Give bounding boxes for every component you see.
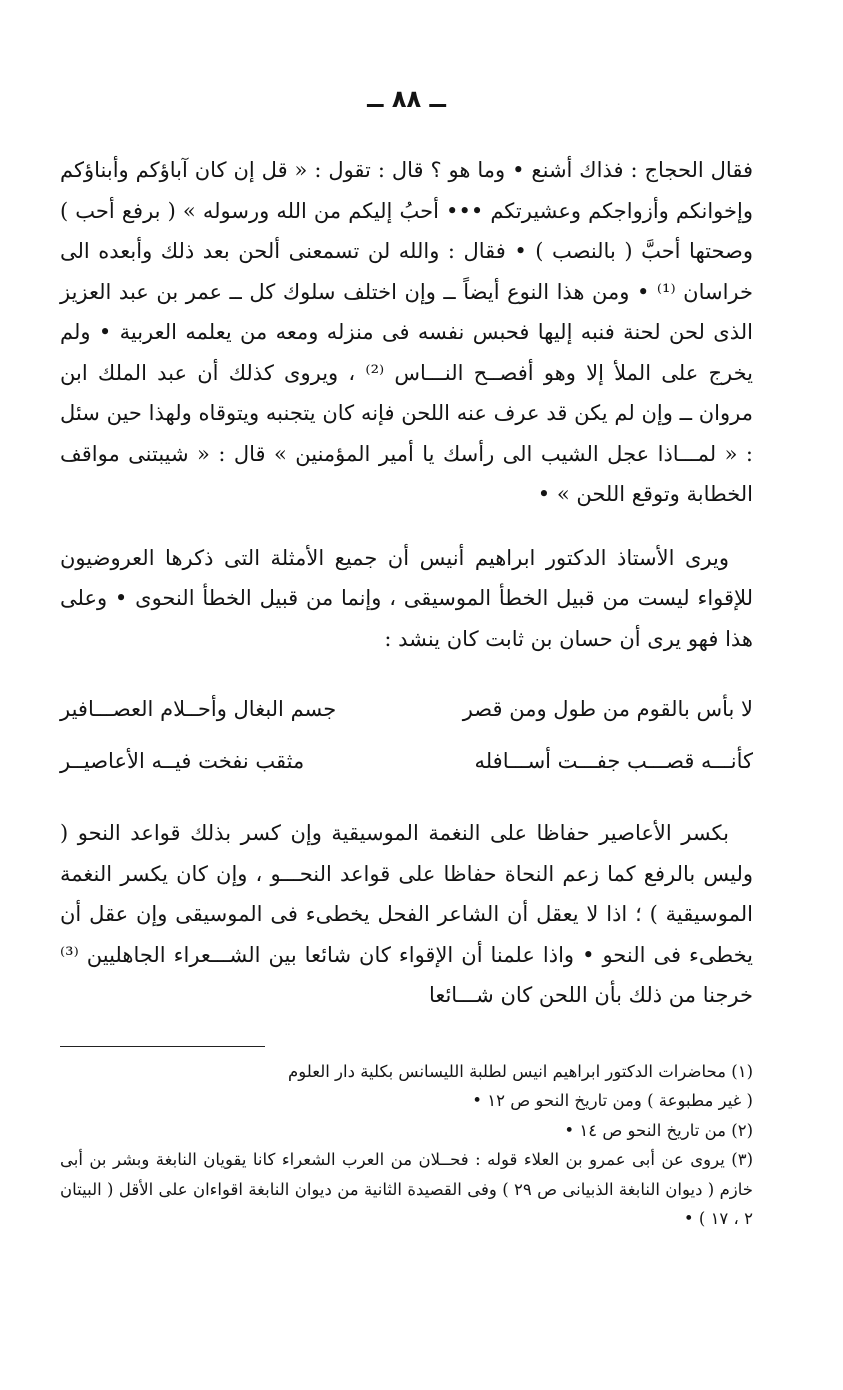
paragraph-ibrahim-anis-opinion: ويرى الأستاذ الدكتور ابراهيم أنيس أن جميع الأمثلة التى ذكرها العروضيون للإقواء ليست من قبيل الخطأ الموسيقى ، وإنما من قبيل الخطأ النحوى • وعلى هذا فهو يرى أن حسان بن ثابت كان ينشد : [60,545,753,651]
paragraph-iqwa-discussion: بكسر الأعاصير حفاظا على النغمة الموسيقية وإن كسر بذلك قواعد النحو ( وليس بالرفع كما زعم النحاة حفاظا على قواعد النحـــو ، وإن كان يكسر النغمة الموسيقية ) ؛ اذا لا يعقل أن الشاعر الفحل يخطىء فى الموسيقى وإن عقل أن يخطىء فى النحو • واذا علمنا أن الإقواء كان شائعا بين الشـــعراء الجاهليين ⁽³⁾ خرجنا من ذلك بأن اللحن كان شـــائعا [60,821,753,1007]
footnote-1: (١) محاضرات الدكتور ابراهيم انيس لطلبة الليسانس بكلية دار العلوم [288,1061,753,1081]
verse-line [60,735,753,787]
verse-first-hemistich: لا بأس بالقوم من طول ومن قصر [462,697,753,721]
verse-second-hemistich: جسم البغال وأحــلام العصـــافير [60,697,337,721]
footnote-2: (٢) من تاريخ النحو ص ١٤ • [564,1120,753,1140]
page-number: ــ ٨٨ ــ [367,85,446,113]
verse-line [60,683,753,735]
footnote-divider [60,1046,265,1047]
poem-verses [60,683,753,787]
footnote-3: (٣) يروى عن أبى عمرو بن العلاء قوله : فحــلان من العرب الشعراء كانا يقويان النابغة وبشر بن أبى خازم ( ديوان النابغة الذبيانى ص ٢٩ ) وفى القصيدة الثانية من ديوان النابغة اقواءان على الأقل ( البيتان ٢ ، ١٧ ) • [60,1150,753,1228]
footnotes [60,1057,753,1234]
footnote-1-continuation: ( غير مطبوعة ) ومن تاريخ النحو ص ١٢ • [472,1091,753,1110]
verse-second-hemistich: مثقب نفخت فيــه الأعاصيــر [60,749,305,773]
book-page [60,78,753,1358]
paragraph-hajjaj-anecdote: فقال الحجاج : فذاك أشنع • وما هو ؟ قال : تقول : « قل إن كان آباؤكم وأبناؤكم وإخوانكم وأزواجكم وعشيرتكم ••• أحبُ إليكم من الله ورسوله » ( برفع أحب ) وصحتها أحبَّ ( بالنصب ) • فقال : والله لن تسمعنى ألحن بعد ذلك وأبعده الى خراسان ⁽¹⁾ • ومن هذا النوع أيضاً ــ وإن اختلف سلوك كل ــ عمر بن عبد العزيز الذى لحن لحنة فنبه إليها فحبس نفسه فى منزله ومعه من يعلمه العربية • ولم يخرج على الملأ إلا وهو أفصــح النـــاس ⁽²⁾ ، ويروى كذلك أن عبد الملك ابن مروان ــ وإن لم يكن قد عرف عنه اللحن فإنه كان يتجنبه ويتوقاه ولهذا حين سئل : « لمـــاذا عجل الشيب الى رأسك يا أمير المؤمنين » قال : « شيبتنى مواقف الخطابة وتوقع اللحن » • [60,158,753,506]
verse-first-hemistich: كأنـــه قصـــب جفـــت أســـافله [474,749,753,773]
